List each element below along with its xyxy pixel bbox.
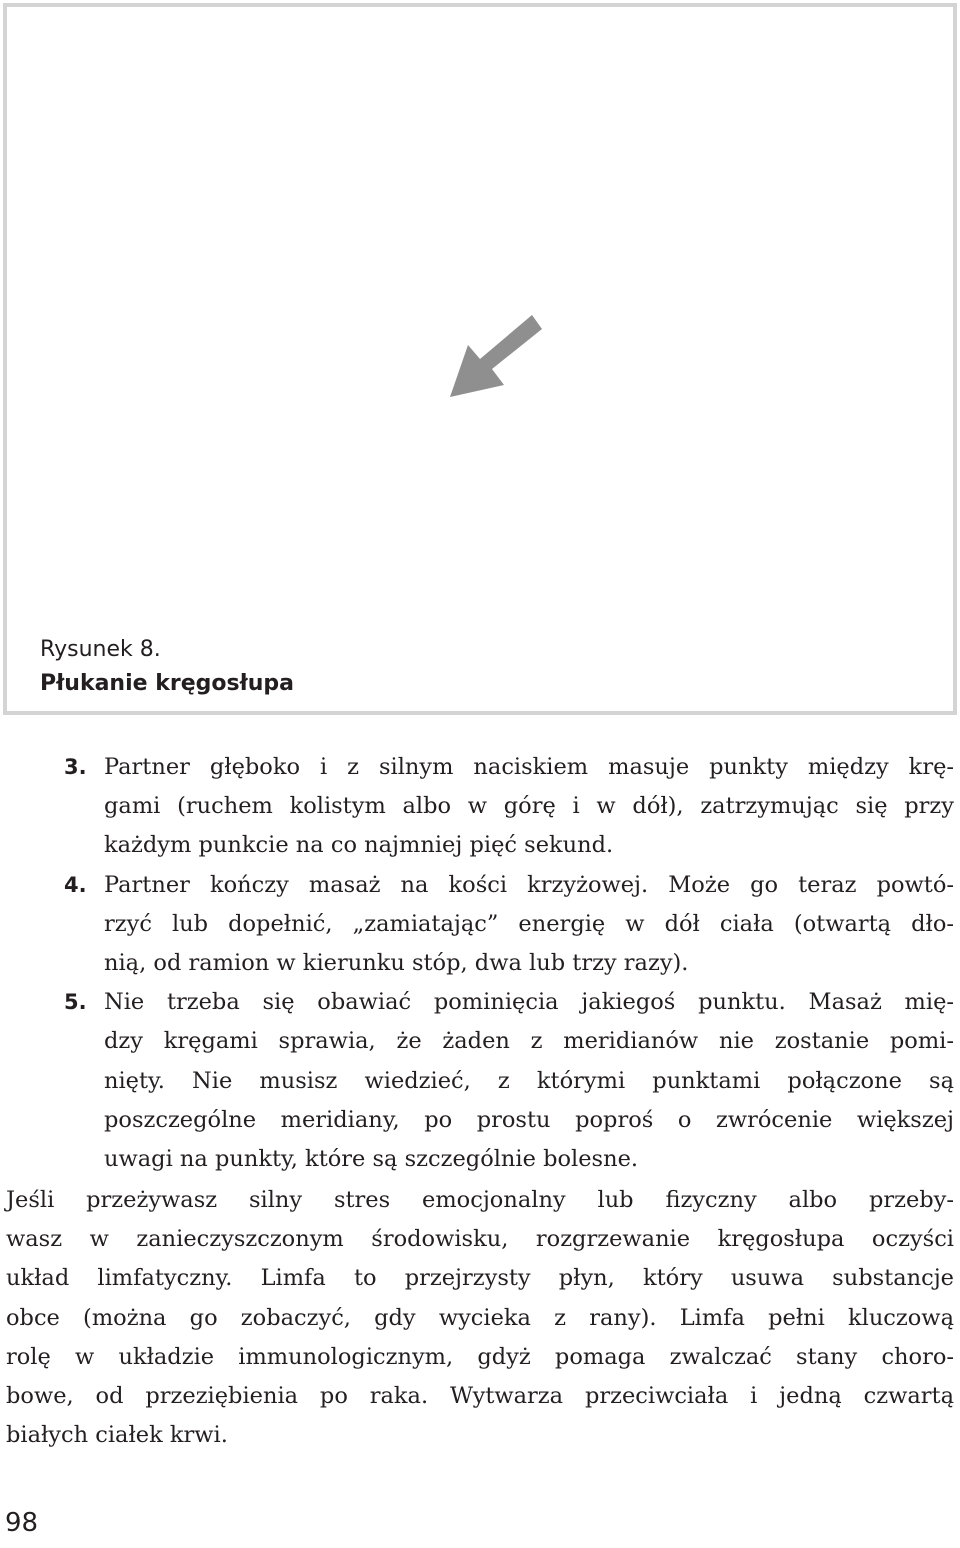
list-item-number: 5.	[64, 990, 87, 1015]
text-line: poszczególne meridiany, po prostu poproś o zwrócenie większej	[104, 1106, 954, 1133]
text-line: wasz w zanieczyszczonym środowisku, rozgrzewanie kręgosłupa oczyści	[6, 1226, 954, 1253]
text-line: gami (ruchem kolistym albo w górę i w dół), zatrzymując się przy	[104, 793, 954, 820]
text-line: rolę w układzie immunologicznym, gdyż pomaga zwalczać stany choro-	[6, 1343, 954, 1370]
list-item	[0, 748, 960, 866]
list-item-number: 4.	[64, 872, 87, 897]
text-line: Partner kończy masaż na kości krzyżowej. Może go teraz powtó-	[104, 871, 954, 898]
text-line: układ limfatyczny. Limfa to przejrzysty płyn, który usuwa substancje	[6, 1265, 954, 1292]
list-item	[0, 866, 960, 984]
page-number: 98	[5, 1508, 39, 1538]
text-line: rzyć lub dopełnić, „zamiatając” energię w dół ciała (otwartą dło-	[104, 910, 954, 937]
list-item-number: 3.	[64, 755, 87, 779]
text-line: Jeśli przeżywasz silny stres emocjonalny lub fizyczny albo przeby-	[6, 1187, 954, 1213]
figure-title: Płukanie kręgosłupa	[40, 671, 294, 696]
figure-caption	[40, 633, 294, 701]
body-paragraph	[6, 1181, 954, 1455]
arrow-down-left-icon	[442, 307, 552, 407]
text-line: białych ciałek krwi.	[6, 1422, 228, 1449]
text-line: Partner głęboko i z silnym naciskiem masuje punkty między krę-	[104, 754, 954, 780]
text-line: Nie trzeba się obawiać pominięcia jakiegoś punktu. Masaż mię-	[104, 989, 954, 1016]
arrow-shape	[450, 315, 542, 397]
text-line: uwagi na punkty, które są szczególnie bolesne.	[104, 1146, 639, 1173]
text-line: obce (można go zobaczyć, gdy wycieka z rany). Limfa pełni kluczową	[6, 1304, 954, 1331]
text-line: każdym punkcie na co najmniej pięć sekund.	[104, 832, 614, 859]
list-item	[0, 983, 960, 1179]
text-line: bowe, od przeziębienia po raka. Wytwarza przeciwciała i jedną czwartą	[6, 1383, 954, 1410]
text-line: nięty. Nie musisz wiedzieć, z którymi punktami połączone są	[104, 1067, 954, 1094]
text-line: nią, od ramion w kierunku stóp, dwa lub trzy razy).	[104, 950, 689, 977]
figure-label: Rysunek 8.	[40, 637, 161, 662]
figure-frame	[3, 3, 957, 715]
text-line: dzy kręgami sprawia, że żaden z meridianów nie zostanie pomi-	[104, 1028, 954, 1055]
numbered-list	[0, 748, 960, 1179]
